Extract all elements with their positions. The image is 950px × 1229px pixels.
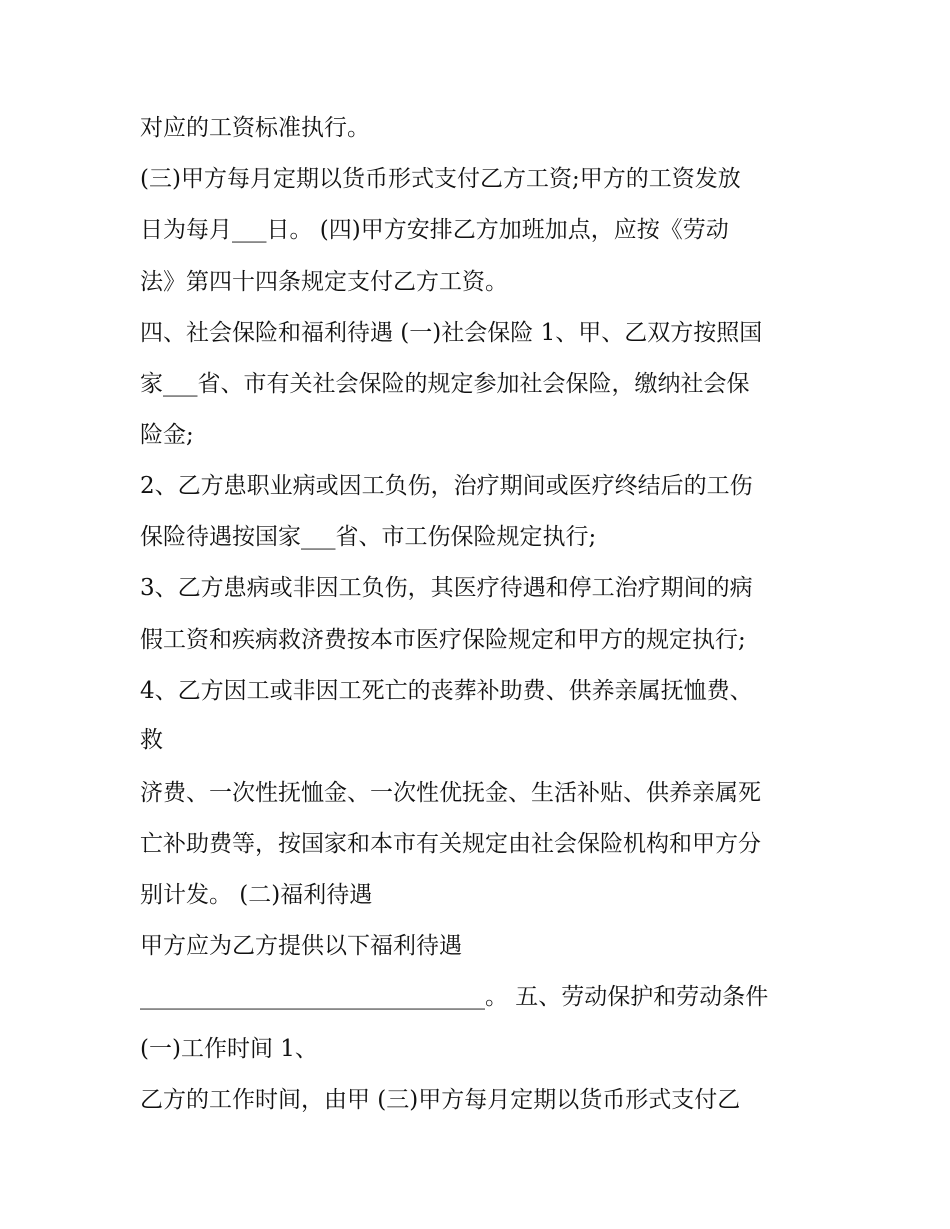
text-line: 家___省、市有关社会保险的规定参加社会保险，缴纳社会保 — [140, 371, 750, 397]
text-line: 4、乙方因工或非因工死亡的丧葬补助费、供养亲属抚恤费、 — [140, 678, 753, 704]
text-line: 日为每月___日。 (四)甲方安排乙方加班加点，应按《劳动 — [140, 217, 729, 243]
text-line: 假工资和疾病救济费按本市医疗保险规定和甲方的规定执行; — [140, 627, 746, 653]
text-line: 甲方应为乙方提供以下福利待遇 — [140, 933, 462, 959]
text-line: 亡补助费等，按国家和本市有关规定由社会保险机构和甲方分 — [140, 831, 761, 857]
text-line: 乙方的工作时间，由甲 (三)甲方每月定期以货币形式支付乙 — [140, 1087, 741, 1113]
text-line: ______________________________。 五、劳动保护和劳动条件 — [140, 984, 769, 1010]
text-line: 别计发。 (二)福利待遇 — [140, 882, 373, 908]
text-line: (一)工作时间 1、 — [140, 1036, 318, 1062]
text-line: 险金; — [140, 422, 194, 448]
text-line: 保险待遇按国家___省、市工伤保险规定执行; — [140, 524, 597, 550]
text-line: 四、社会保险和福利待遇 (一)社会保险 1、甲、乙双方按照国 — [140, 320, 763, 346]
text-line: (三)甲方每月定期以货币形式支付乙方工资;甲方的工资发放 — [140, 166, 741, 192]
text-line: 2、乙方患职业病或因工负伤，治疗期间或医疗终结后的工伤 — [140, 473, 753, 499]
text-line: 法》第四十四条规定支付乙方工资。 — [140, 269, 508, 295]
text-line: 救 — [140, 727, 163, 753]
text-line: 济费、一次性抚恤金、一次性优抚金、生活补贴、供养亲属死 — [140, 780, 761, 806]
text-line: 对应的工资标准执行。 — [140, 115, 370, 141]
text-line: 3、乙方患病或非因工负伤，其医疗待遇和停工治疗期间的病 — [140, 575, 753, 601]
